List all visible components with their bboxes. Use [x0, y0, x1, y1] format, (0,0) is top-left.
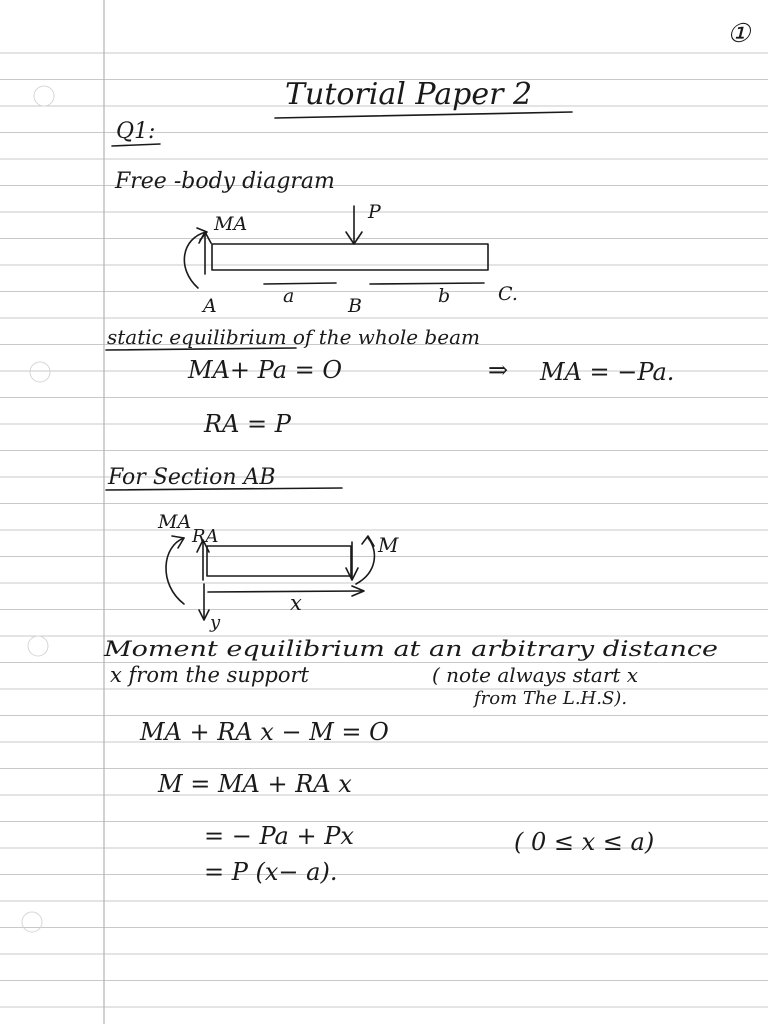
fbd-beam: [212, 244, 488, 270]
moment-text-line3: from The L.H.S).: [474, 688, 628, 709]
moment-text-line1: Moment equilibrium at an arbitrary distance: [102, 637, 719, 661]
page-number: ①: [727, 19, 751, 49]
fbd-point-a: A: [203, 295, 217, 317]
punch-hole: [28, 636, 48, 656]
section-heading: For Section AB: [108, 465, 276, 490]
section-reaction-label: RA: [192, 526, 219, 547]
section-beam: [207, 546, 351, 576]
eq2: RA = P: [204, 410, 291, 438]
punch-hole: [30, 362, 50, 382]
fbd-heading: Free -body diagram: [115, 169, 335, 194]
section-moment-m-arrowhead: [362, 536, 374, 546]
fbd-point-c: C.: [498, 283, 518, 305]
fbd-moment-label: MA: [214, 213, 248, 235]
section-y-label: y: [210, 612, 221, 633]
question-underline: [112, 144, 160, 146]
fbd-dim-line-a: [264, 283, 336, 284]
static-heading: static equilibrium of the whole beam: [107, 325, 480, 349]
fbd-dim-a: a: [283, 285, 295, 307]
title-underline: [275, 112, 572, 118]
ruled-lines: [0, 53, 768, 1007]
section-moment-m-arc: [356, 538, 374, 584]
eq5: = − Pa + Px: [204, 822, 354, 850]
punch-hole: [22, 912, 42, 932]
eq6: = P (x− a).: [204, 858, 338, 886]
fbd-point-b: B: [348, 295, 362, 317]
fbd-moment-arc: [184, 232, 206, 288]
eq1-implies: ⇒: [488, 356, 509, 384]
moment-text-line2-a: x from the support: [110, 663, 309, 687]
punch-hole: [34, 86, 54, 106]
eq1-result: MA = −Pa.: [540, 358, 675, 386]
section-diagram: [157, 511, 399, 633]
fbd-dim-b: b: [438, 285, 451, 307]
moment-text-line2-b: ( note always start x: [432, 663, 639, 687]
eq3: MA + RA x − M = O: [140, 718, 389, 746]
eq4: M = MA + RA x: [158, 770, 352, 798]
eq1: MA+ Pa = O: [188, 356, 343, 384]
section-x-label: x: [290, 591, 302, 615]
fbd-dim-line-b: [370, 283, 484, 284]
section-moment-m-label: M: [378, 533, 399, 557]
section-moment-a-label: MA: [158, 511, 192, 533]
fbd-load-label: P: [368, 201, 381, 223]
fbd-diagram: [184, 201, 518, 317]
eq5-range: ( 0 ≤ x ≤ a): [514, 828, 655, 856]
page-title: Tutorial Paper 2: [285, 77, 533, 112]
section-x-arrow: [208, 591, 362, 592]
question-label: Q1:: [116, 119, 156, 144]
section-moment-a-arc: [166, 538, 184, 604]
